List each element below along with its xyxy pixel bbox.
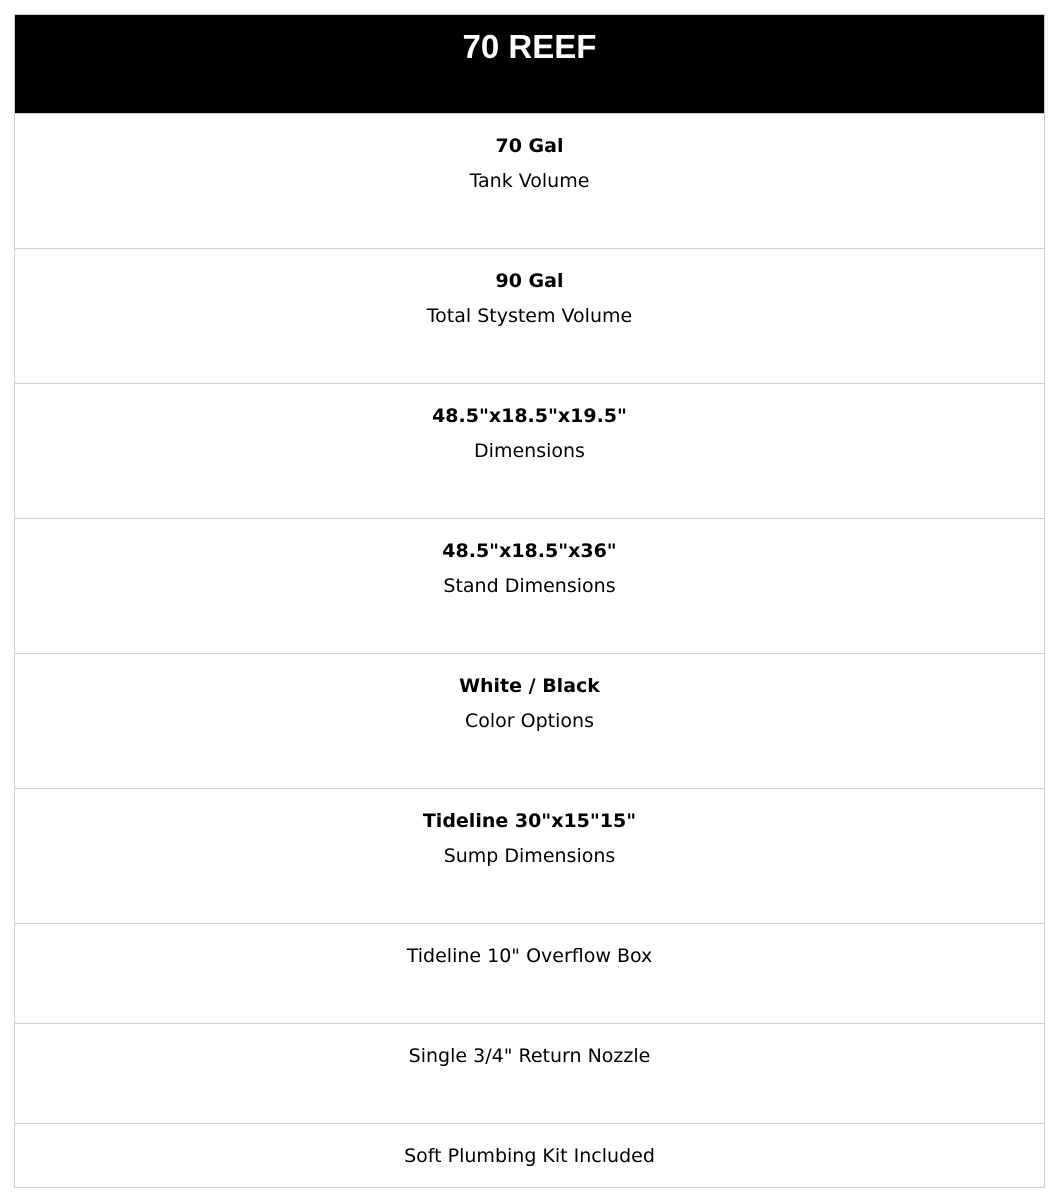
spec-value: 48.5"x18.5"x19.5" <box>432 405 627 427</box>
spec-value: White / Black <box>459 675 600 697</box>
spec-row-total-system-volume <box>15 248 1044 383</box>
spec-label: Total Stystem Volume <box>426 305 633 327</box>
spec-value: 90 Gal <box>495 270 564 292</box>
spec-label: Sump Dimensions <box>443 845 616 867</box>
spec-label: Dimensions <box>474 440 585 462</box>
spec-label: Color Options <box>465 710 594 732</box>
spec-row-color-options <box>15 653 1044 788</box>
feature-row-plumbing-kit <box>15 1123 1044 1187</box>
feature-row-overflow-box <box>15 923 1044 1023</box>
feature-text: Tideline 10" Overflow Box <box>406 945 653 967</box>
spec-row-stand-dimensions <box>15 518 1044 653</box>
feature-row-return-nozzle <box>15 1023 1044 1123</box>
spec-row-tank-volume <box>15 113 1044 248</box>
spec-value: 70 Gal <box>495 135 564 157</box>
spec-label: Stand Dimensions <box>443 575 616 597</box>
spec-label: Tank Volume <box>469 170 590 192</box>
feature-text: Soft Plumbing Kit Included <box>404 1145 655 1167</box>
spec-table <box>14 14 1045 1188</box>
spec-row-dimensions <box>15 383 1044 518</box>
spec-value: Tideline 30"x15"15" <box>422 810 637 832</box>
spec-row-sump-dimensions <box>15 788 1044 923</box>
feature-text: Single 3/4" Return Nozzle <box>408 1045 651 1067</box>
spec-value: 48.5"x18.5"x36" <box>442 540 617 562</box>
product-title: 70 REEF <box>15 15 1044 113</box>
